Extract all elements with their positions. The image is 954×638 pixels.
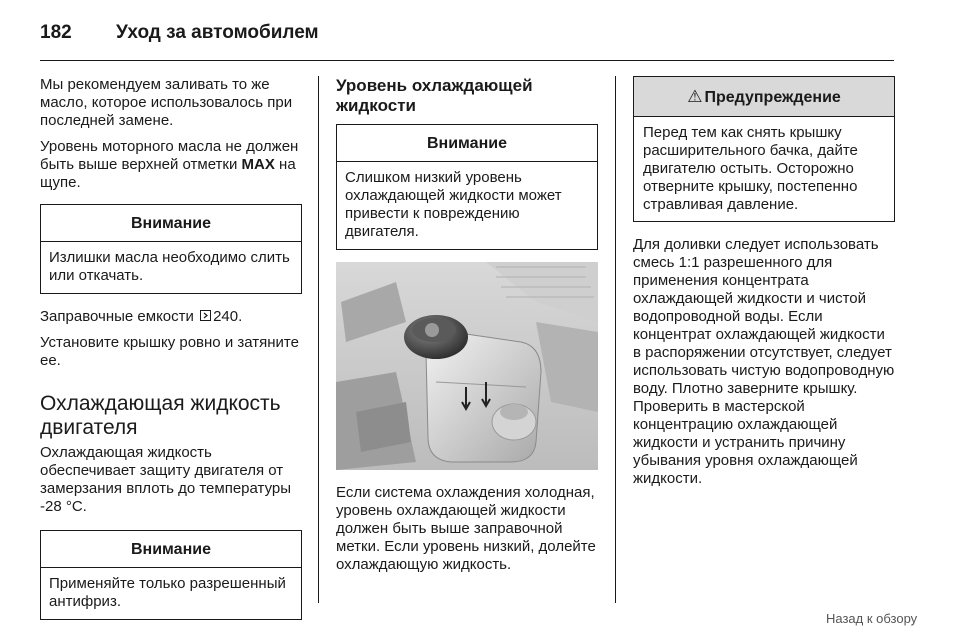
paragraph bbox=[40, 138, 302, 192]
page-reference-link[interactable]: 240. bbox=[213, 308, 243, 325]
paragraph: Установите крышку ровно и затяните ее. bbox=[40, 334, 299, 369]
page-title: Уход за автомобилем bbox=[116, 22, 319, 43]
max-mark: MAX bbox=[241, 156, 275, 173]
notice-body: Излишки масла необходимо слить или откачать. bbox=[49, 249, 290, 284]
warning-box bbox=[633, 76, 895, 222]
notice-title: Внимание bbox=[41, 531, 301, 568]
paragraph: Для доливки следует использовать смесь 1:1 разрешенного для применения концентрата охлаждающей жидкости и чистой водопроводной воды. Если концентрат охлаждающей жидкости в распоряжении отсутствует, следует использовать чистую водопроводную воду. Плотно заверните крышку. Проверить в мастерской концентрацию охлаждающей жидкости и устранить причину убывания уровня охлаждающей жидкости. bbox=[633, 236, 895, 487]
notice-body: Применяйте только разрешенный антифриз. bbox=[49, 575, 286, 610]
notice-box bbox=[336, 124, 598, 250]
text: на щупе. bbox=[40, 156, 296, 191]
paragraph bbox=[40, 308, 302, 326]
paragraph: Если система охлаждения холодная, уровень охлаждающей жидкости должен быть выше заправочной метки. Если уровень низкий, долейте охлаждающую жидкость. bbox=[336, 484, 596, 573]
warning-triangle-icon: ⚠ bbox=[687, 87, 703, 106]
reference-arrow-icon[interactable] bbox=[200, 310, 211, 321]
column-divider bbox=[615, 76, 616, 603]
coolant-reservoir-photo bbox=[336, 262, 598, 470]
paragraph: Мы рекомендуем заливать то же масло, которое использовалось при последней замене. bbox=[40, 76, 293, 129]
column-divider bbox=[318, 76, 319, 603]
paragraph: Охлаждающая жидкость обеспечивает защиту двигателя от замерзания вплоть до температуры -28 °C. bbox=[40, 444, 292, 515]
notice-title: Внимание bbox=[41, 205, 301, 242]
warning-title bbox=[634, 77, 894, 117]
page-number: 182 bbox=[40, 22, 72, 43]
notice-title: Внимание bbox=[337, 125, 597, 162]
column-right bbox=[633, 76, 895, 496]
back-to-overview-link[interactable]: Назад к обзору bbox=[826, 611, 918, 626]
column-left bbox=[40, 76, 302, 632]
subsection-heading: Уровень охлаждающей жидкости bbox=[336, 76, 533, 115]
warning-title-text: Предупреждение bbox=[704, 89, 841, 106]
section-heading: Охлаждающая жидкость двигателя bbox=[40, 392, 281, 439]
notice-body: Слишком низкий уровень охлаждающей жидкости может привести к повреждению двигателя. bbox=[345, 169, 562, 240]
page-header bbox=[40, 20, 894, 61]
column-middle bbox=[336, 76, 598, 582]
warning-body: Перед тем как снять крышку расширительного бачка, дайте двигателю остыть. Осторожно отверните крышку, постепенно стравливая давление. bbox=[643, 124, 858, 213]
text: Заправочные емкости bbox=[40, 308, 199, 325]
notice-box bbox=[40, 530, 302, 620]
text: Уровень моторного масла не должен быть выше верхней отметки bbox=[40, 138, 299, 173]
notice-box bbox=[40, 204, 302, 294]
